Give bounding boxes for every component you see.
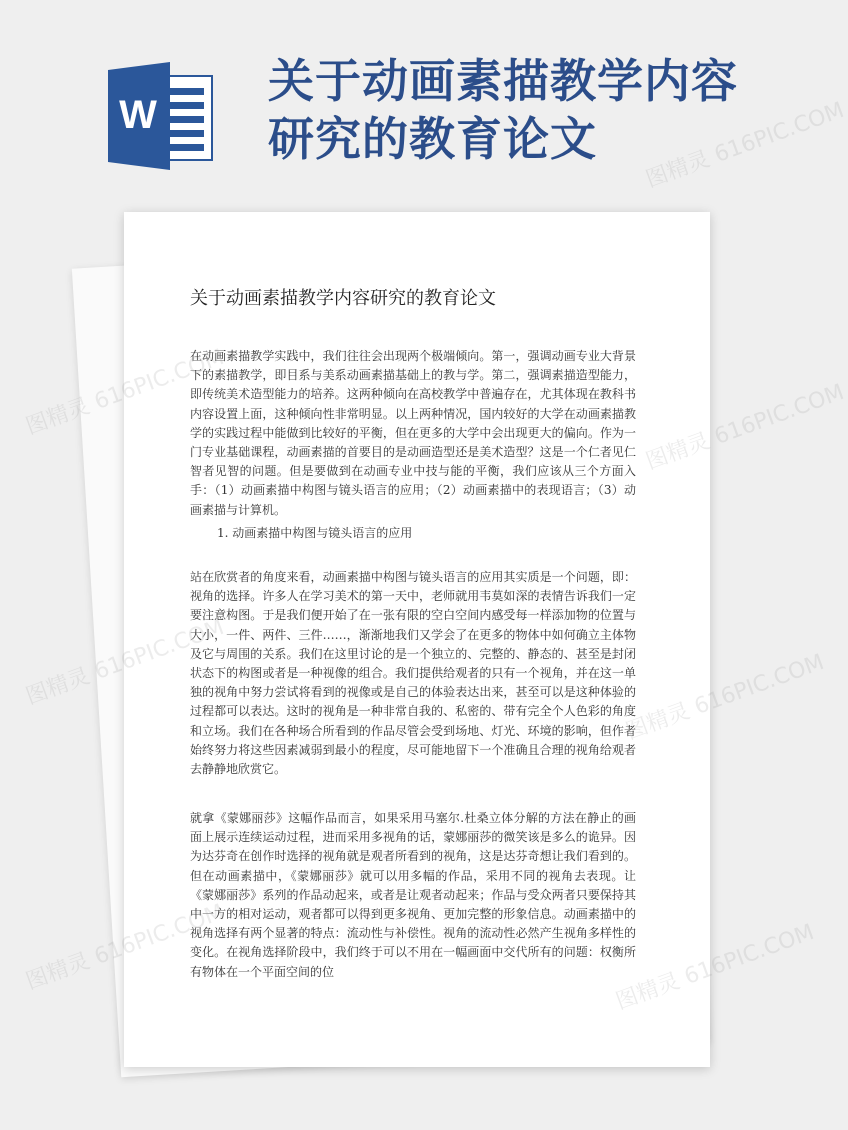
paragraph-mona-lisa: 就拿《蒙娜丽莎》这幅作品而言，如果采用马塞尔.杜桑立体分解的方法在静止的画面上展示连续运动过程，进而采用多视角的话，蒙娜丽莎的微笑该是多么的诡异。因为达芬奇在创作时选择的视角就是观者所看到的视角，这是达芬奇想让我们看到的。但在动画素描中，《蒙娜丽莎》就可以用多幅的作品，采用不同的视角去表现。让《蒙娜丽莎》系列的作品动起来，或者是让观者动起来；作品与受众两者只要保持其中一方的相对运动，观者都可以得到更多视角、更加完整的形象信息。动画素描中的视角选择有两个显著的特点：流动性与补偿性。视角的流动性必然产生视角多样性的变化。在视角选择阶段中，我们终于可以不用在一幅画面中交代所有的问题：权衡所有物体在一个平面空间的位 [190, 811, 636, 979]
header-banner [0, 0, 800, 200]
page-title [268, 52, 768, 168]
watermark: 图精灵 [22, 663, 94, 710]
document-title: 关于动画素描教学内容研究的教育论文 [190, 288, 496, 309]
watermark: 图精灵 [22, 948, 94, 995]
page-title-line2: 研究的教育论文 [268, 112, 597, 166]
watermark: 图精灵 616PIC.COM [642, 97, 848, 193]
logo-letter: W [119, 93, 157, 137]
word-document-icon [108, 62, 218, 170]
document-page [124, 212, 710, 1067]
section-heading: 1. 动画素描中构图与镜头语言的应用 [217, 526, 413, 540]
paragraph-composition: 站在欣赏者的角度来看，动画素描中构图与镜头语言的应用其实质是一个问题，即：视角的选择。许多人在学习美术的第一天中，老师就用韦莫如深的表情告诉我们一定要注意构图。于是我们便开始了在一张有限的空白空间内感受每一样添加物的位置与大小，一件、两件、三件……，渐渐地我们又学会了在更多的物体中如何确立主体物及它与周围的关系。我们在这里讨论的是一个独立的、完整的、静态的、甚至是封闭状态下的构图或者是一种视像的组合。我们提供给观者的只有一个视角，并在这一单独的视角中努力尝试将看到的视像或是自己的体验表达出来，甚至可以是这种体验的过程都可以表达。这时的视角是一种非常自我的、私密的、带有完全个人色彩的角度和立场。我们在各种场合所看到的作品尽管会受到场地、灯光、环境的影响，但作者始终努力将这些因素减弱到最小的程度，尽可能地留下一个准确且合理的视角给观者去静静地欣赏它。 [190, 570, 636, 777]
page-title-line1: 关于动画素描教学内容 [268, 54, 738, 108]
paragraph-intro: 在动画素描教学实践中，我们往往会出现两个极端倾向。第一，强调动画专业大背景下的素描教学，即目系与美系动画素描基础上的教与学。第二，强调素描造型能力，即传统美术造型能力的培养。这两种倾向在高校教学中普遍存在，尤其体现在教科书内容设置上面，这种倾向性非常明显。以上两种情况，国内较好的大学在动画素描教学的实践过程中能做到比较好的平衡，但在更多的大学中会出现更大的偏向。作为一门专业基础课程，动画素描的首要目的是动画造型还是美术造型？这是一个仁者见仁智者见智的问题。但是要做到在动画专业中技与能的平衡，我们应该从三个方面入手：（1）动画素描中构图与镜头语言的应用；（2）动画素描中的表现语言；（3）动画素描与计算机。 [190, 349, 636, 517]
watermark: 图精灵 616PIC.COM [612, 919, 818, 1015]
watermark: 图精灵 616PIC.COM [642, 379, 848, 475]
watermark: 图精灵 616PIC.COM [622, 649, 828, 745]
watermark: 图精灵 [22, 393, 94, 440]
